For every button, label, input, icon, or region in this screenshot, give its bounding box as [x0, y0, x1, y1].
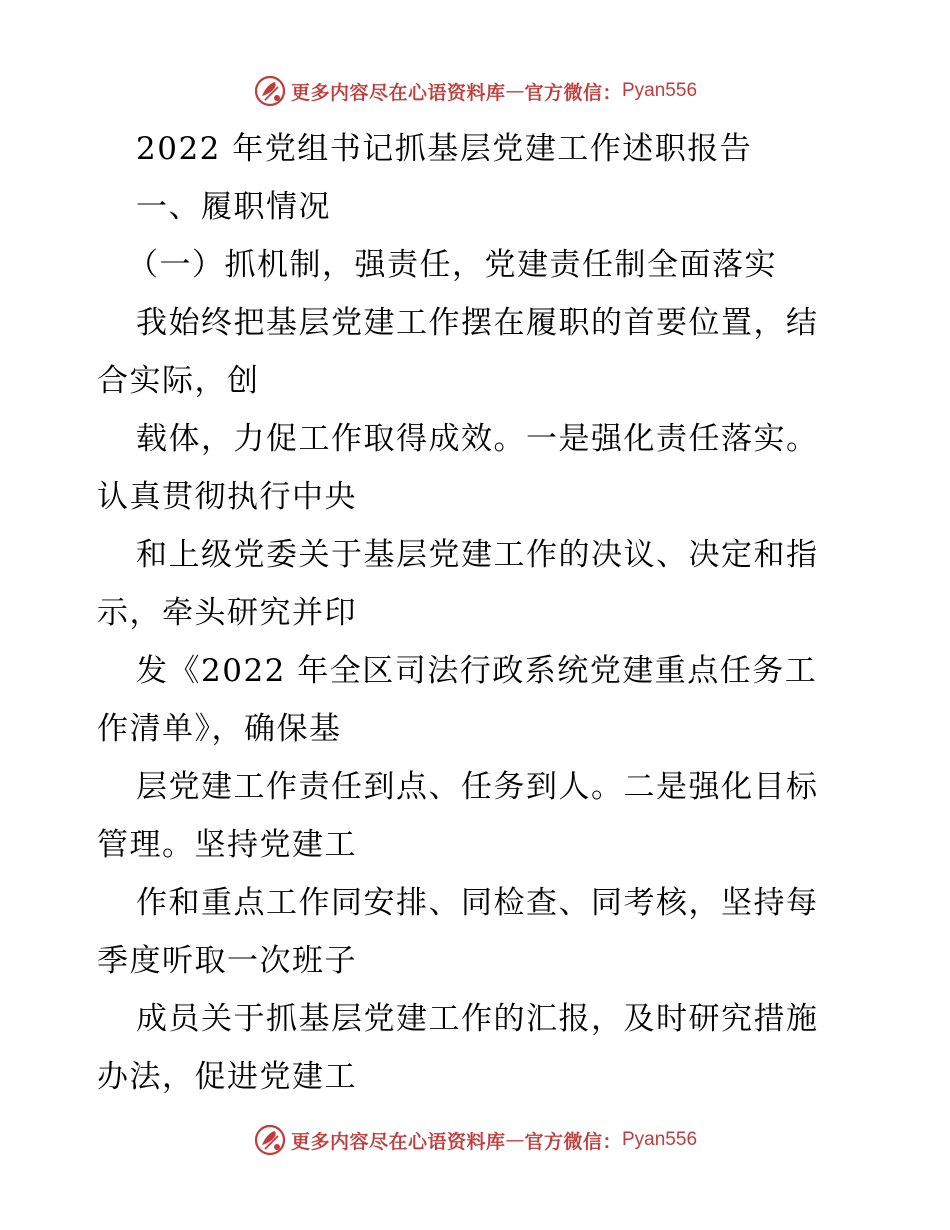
paragraph-line: 成员关于抓基层党建工作的汇报，及时研究措施: [136, 1001, 819, 1037]
paragraph-line: 作和重点工作同安排、同检查、同考核，坚持每: [136, 885, 819, 921]
paragraph-line: 季度听取一次班子: [97, 943, 357, 979]
banner-dash: —: [505, 1129, 525, 1151]
paragraph-line: 作清单》，确保基: [97, 711, 342, 747]
pen-logo-icon: [253, 1123, 287, 1157]
paragraph-line: 和上级党委关于基层党建工作的决议、决定和指: [136, 537, 819, 573]
paragraph-line: 办法，促进党建工: [97, 1059, 357, 1095]
paragraph-line: 我始终把基层党建工作摆在履职的首要位置，结: [136, 305, 819, 341]
subsection-heading: （一）抓机制，强责任，党建责任制全面落实: [127, 247, 777, 283]
banner-wechat-label: 官方微信：: [524, 1130, 622, 1153]
paragraph-line: 示，牵头研究并印: [97, 595, 357, 631]
paragraph-line: 合实际，创: [97, 363, 260, 399]
banner-text: 更多内容尽在心语资料库: [290, 1130, 506, 1153]
banner-text: 更多内容尽在心语资料库: [290, 81, 506, 104]
header-banner: [0, 71, 950, 111]
footer-banner: [0, 1120, 950, 1160]
paragraph-line: 层党建工作责任到点、任务到人。二是强化目标: [136, 769, 819, 805]
banner-dash: —: [505, 80, 525, 102]
document-body: [97, 120, 857, 1106]
banner-wechat-label: 官方微信：: [524, 81, 622, 104]
banner-wechat-handle: Pyan556: [622, 80, 698, 101]
paragraph-line: 发《2022 年全区司法行政系统党建重点任务工: [136, 653, 818, 689]
paragraph-line: 管理。坚持党建工: [97, 827, 357, 863]
document-title: 2022 年党组书记抓基层党建工作述职报告: [136, 131, 753, 167]
pen-logo-icon: [253, 74, 287, 108]
banner-wechat-handle: Pyan556: [622, 1129, 698, 1150]
paragraph-line: 载体，力促工作取得成效。一是强化责任落实。: [136, 421, 819, 457]
paragraph-line: 认真贯彻执行中央: [97, 479, 357, 515]
section-heading: 一、履职情况: [136, 189, 331, 225]
